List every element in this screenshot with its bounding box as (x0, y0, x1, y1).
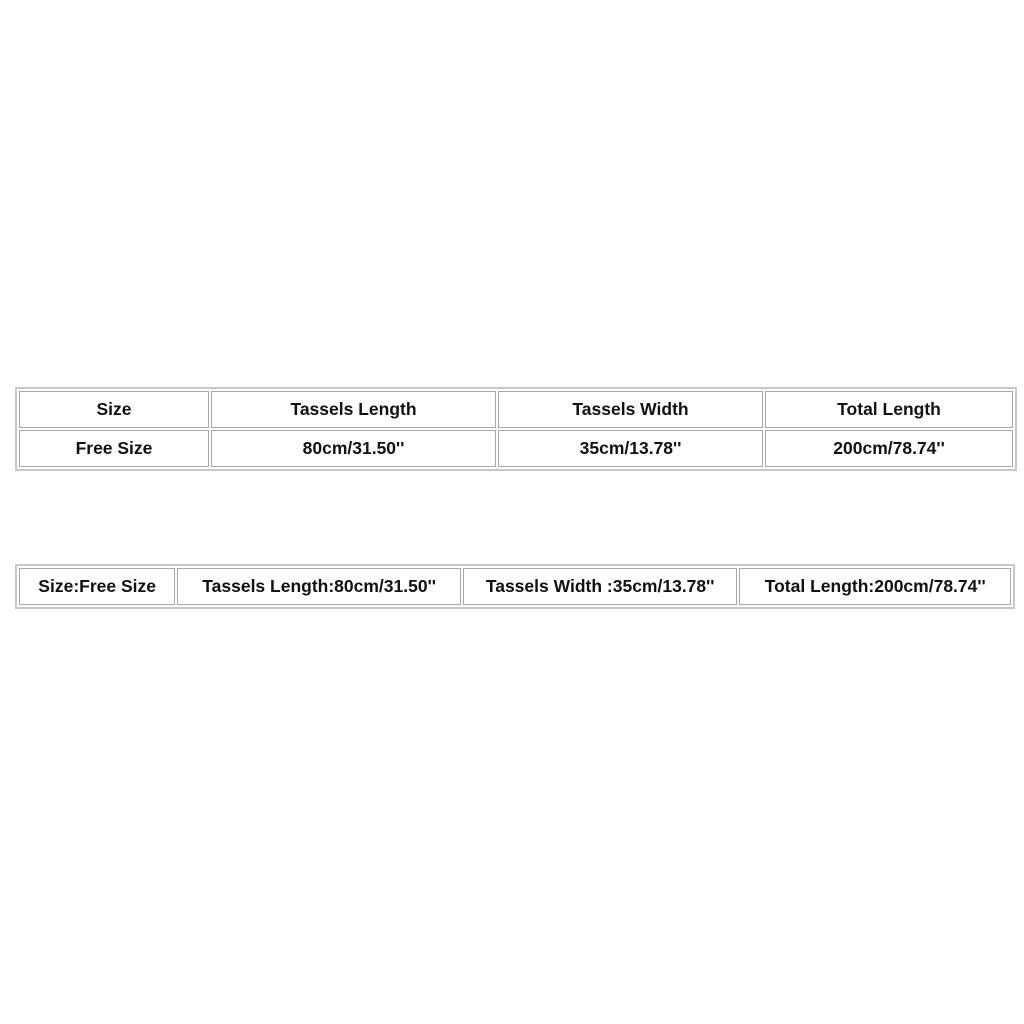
header-size: Size (19, 391, 209, 428)
size-inline-table (15, 564, 1015, 609)
table-row (19, 568, 1011, 605)
cell-total-length: 200cm/78.74'' (765, 430, 1013, 467)
table-row (19, 430, 1013, 467)
cell-size-inline: Size:Free Size (19, 568, 175, 605)
cell-size: Free Size (19, 430, 209, 467)
cell-total-length-inline: Total Length:200cm/78.74'' (739, 568, 1011, 605)
cell-tassels-length-inline: Tassels Length:80cm/31.50'' (177, 568, 461, 605)
cell-tassels-width: 35cm/13.78'' (498, 430, 763, 467)
table-header-row (19, 391, 1013, 428)
cell-tassels-length: 80cm/31.50'' (211, 430, 496, 467)
header-tassels-width: Tassels Width (498, 391, 763, 428)
size-chart-table (15, 387, 1017, 471)
header-tassels-length: Tassels Length (211, 391, 496, 428)
cell-tassels-width-inline: Tassels Width :35cm/13.78'' (463, 568, 738, 605)
header-total-length: Total Length (765, 391, 1013, 428)
